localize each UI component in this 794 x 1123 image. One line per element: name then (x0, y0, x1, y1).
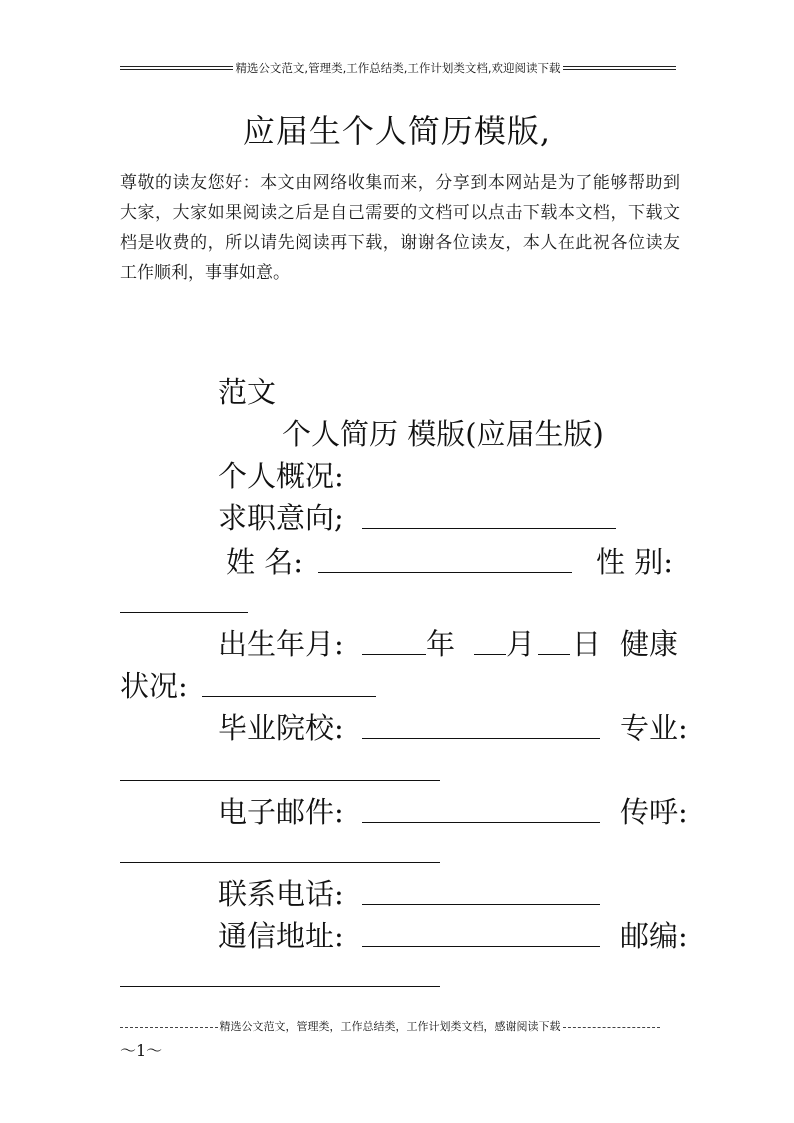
gender-label: 性 别: (596, 545, 673, 579)
email-blank (362, 822, 600, 823)
year-label: 年 (426, 627, 456, 661)
header-rule-right (563, 66, 676, 70)
page-header (120, 58, 676, 78)
section-label: 范文 (218, 375, 277, 409)
zip-label: 邮编: (620, 919, 688, 953)
health-blank (202, 696, 376, 697)
intro-paragraph: 尊敬的读友您好：本文由网络收集而来，分享到本网站是为了能够帮助到大家，大家如果阅读之后是自己需要的文档可以点击下载本文档，下载文档是收费的，所以请先阅读再下载，谢谢各位读友，本人在此祝各位读友工作顺利，事事如意。 (120, 173, 680, 283)
page-footer (120, 1018, 660, 1034)
name-label: 姓 名: (226, 545, 303, 579)
email-label: 电子邮件: (218, 795, 344, 829)
zip-blank (120, 986, 440, 987)
major-blank (120, 780, 440, 781)
birth-label: 出生年月: (218, 627, 344, 661)
school-blank (362, 738, 600, 739)
major-label: 专业: (620, 711, 688, 745)
page-number: ～1～ (120, 1041, 163, 1060)
footer-rule-right (563, 1027, 661, 1028)
address-blank (362, 946, 600, 947)
resume-title: 个人简历 模版(应届生版) (282, 417, 604, 451)
footer-rule-left (120, 1027, 218, 1028)
gender-blank (120, 612, 248, 613)
school-label: 毕业院校: (218, 711, 344, 745)
day-label: 日 (572, 627, 602, 661)
pager-blank (120, 862, 440, 863)
phone-blank (362, 904, 600, 905)
name-blank (318, 572, 572, 573)
job-intent-blank (362, 528, 616, 529)
health-label-part1: 健康 (620, 627, 679, 661)
phone-label: 联系电话: (218, 877, 344, 911)
overview-label: 个人概况: (218, 459, 344, 493)
health-label-part2: 状况: (120, 669, 188, 703)
document-title: 应届生个人简历模版, (242, 112, 552, 150)
birth-month-blank (474, 654, 506, 655)
job-intent-label: 求职意向; (218, 501, 344, 535)
header-rule-left (120, 66, 233, 70)
address-label: 通信地址: (218, 919, 344, 953)
birth-year-blank (362, 654, 426, 655)
footer-text: 精选公文范文，管理类，工作总结类，工作计划类文档，感谢阅读下载 (219, 1020, 561, 1033)
pager-label: 传呼: (620, 795, 688, 829)
header-text: 精选公文范文,管理类,工作总结类,工作计划类文档,欢迎阅读下载 (235, 61, 561, 75)
birth-day-blank (538, 654, 570, 655)
month-label: 月 (506, 627, 536, 661)
